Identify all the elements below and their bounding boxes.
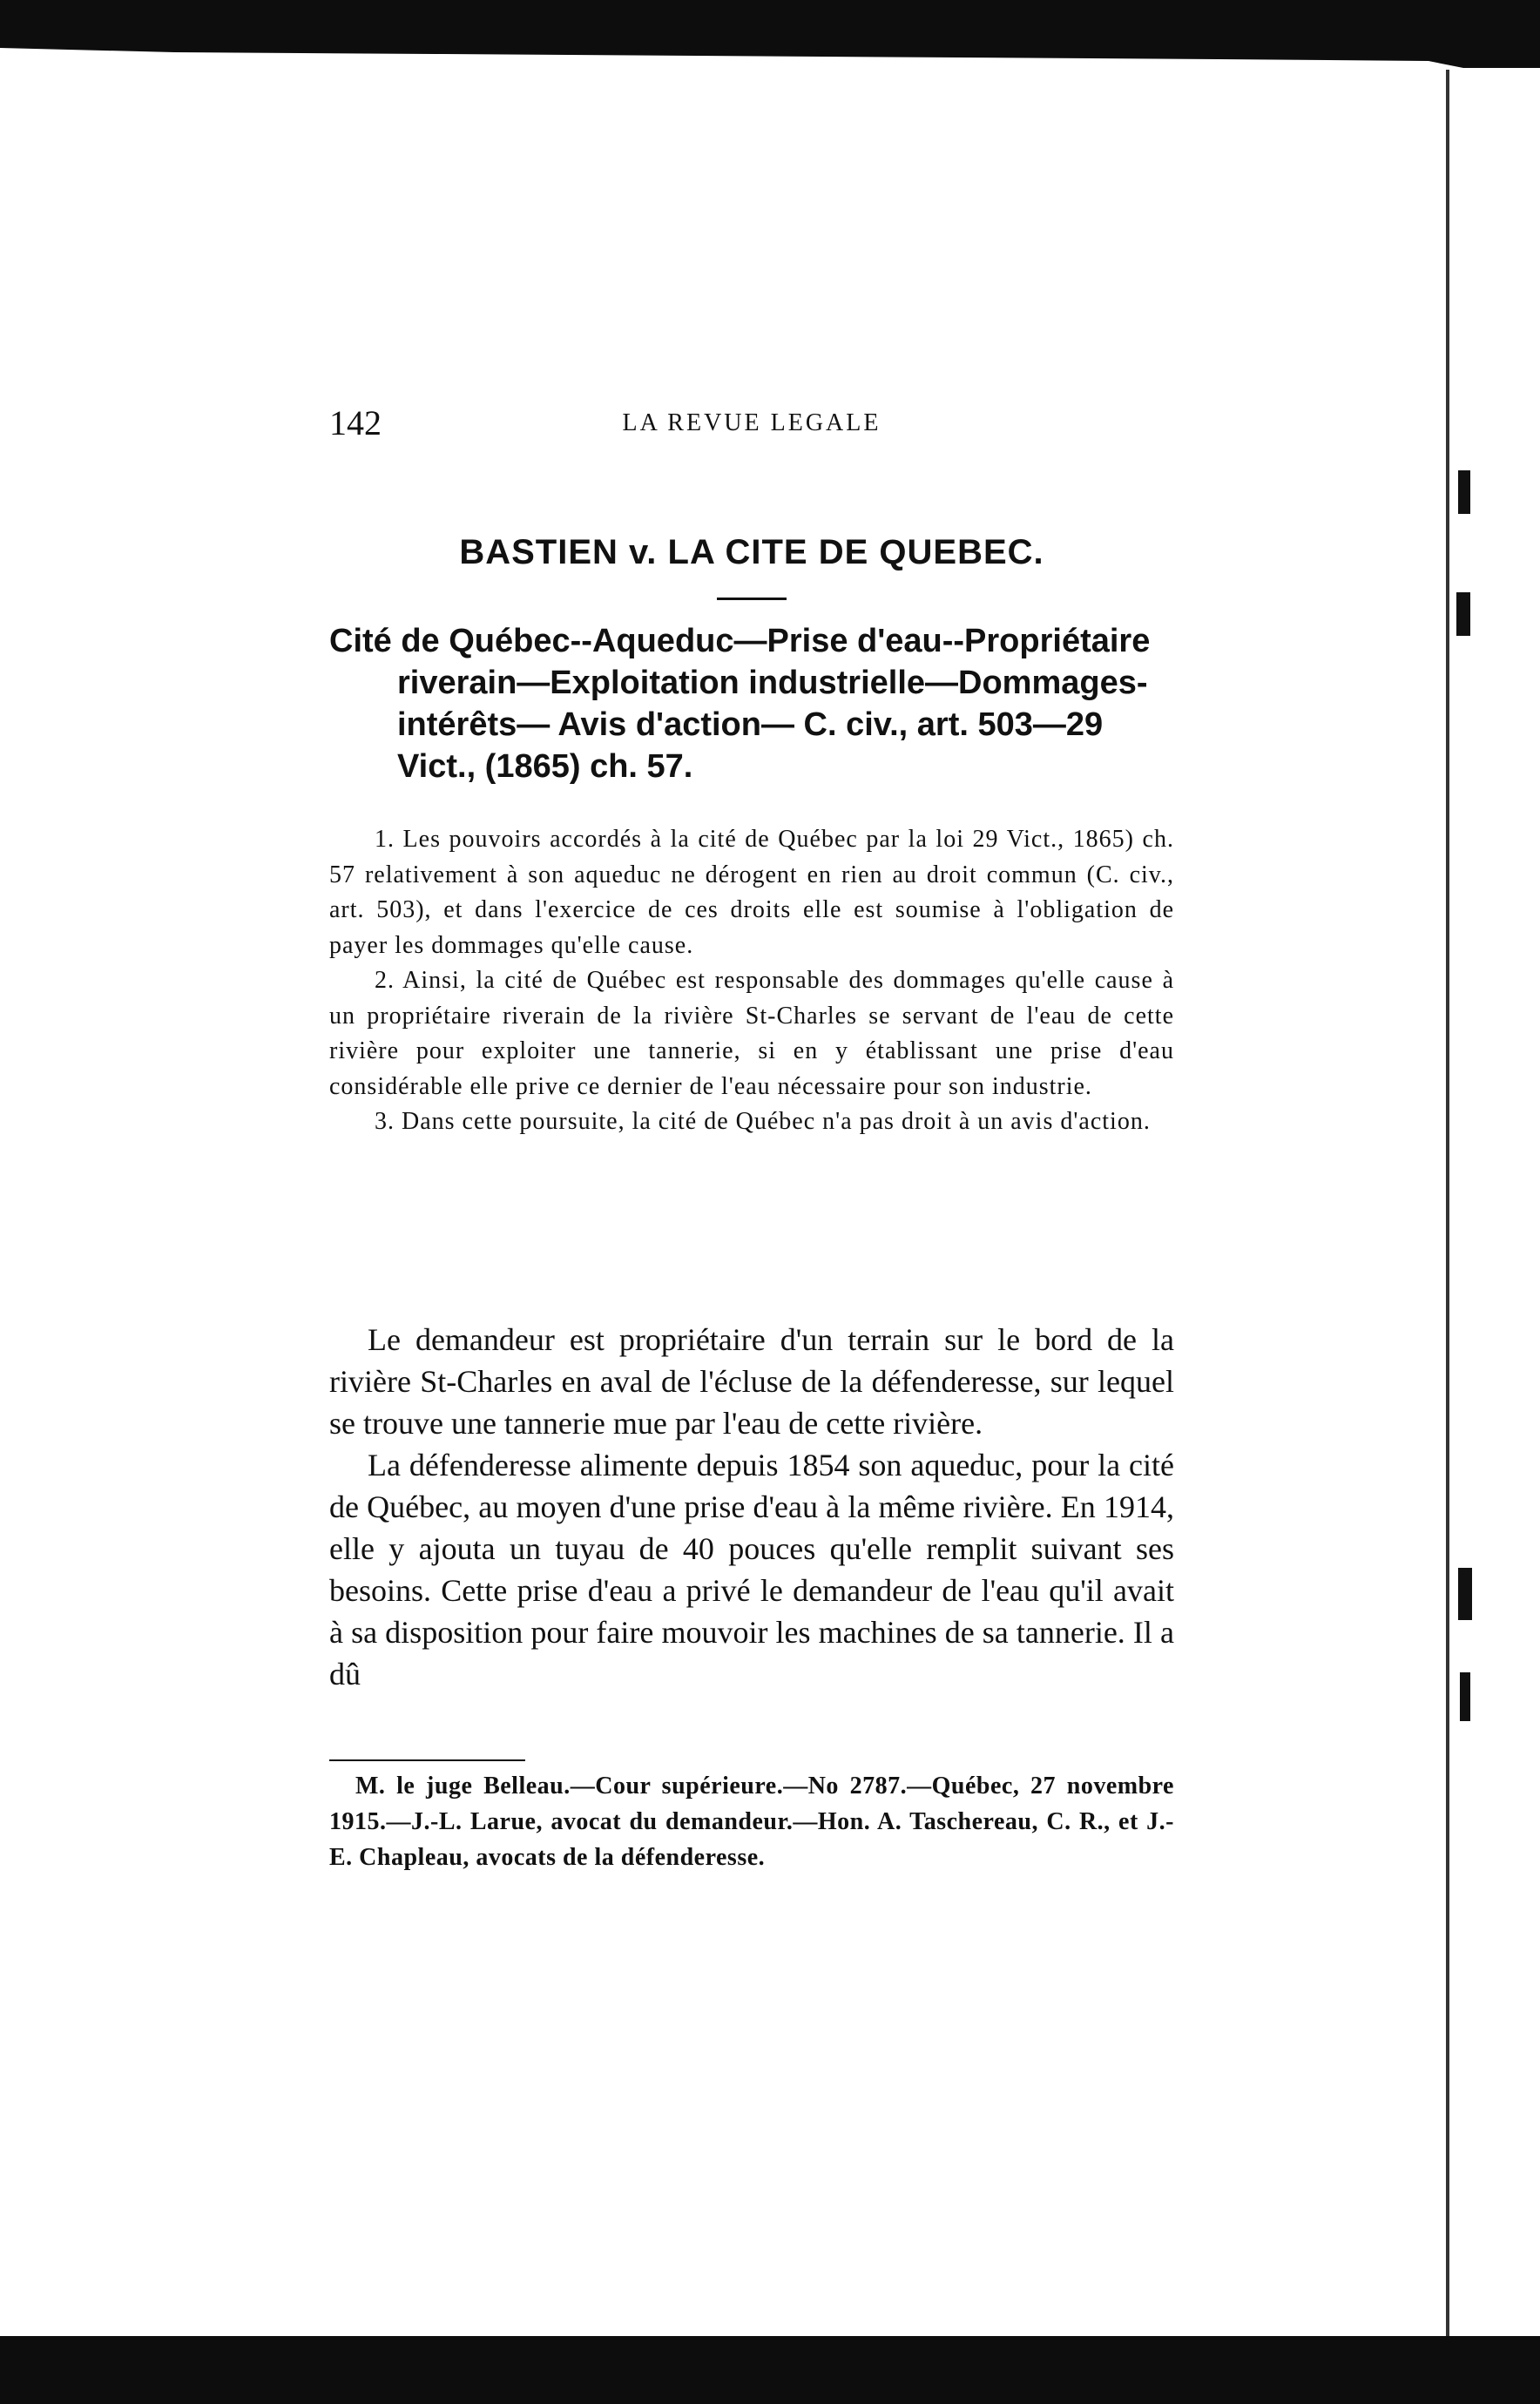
syllabus-item: 2. Ainsi, la cité de Québec est responsable des dommages qu'elle cause à un propriétaire riverain de la rivière St-Charles se servant de l'eau de cette rivière pour exploiter une tannerie, si en y établissant une prise d'eau considérable elle prive ce dernier de l'eau nécessaire pour son industrie. <box>329 967 1174 1100</box>
body-paragraph: Le demandeur est propriétaire d'un terrain sur le bord de la rivière St-Charles en aval de l'écluse de la défenderesse, sur lequel se trouve une tannerie mue par l'eau de cette rivière. <box>329 1322 1174 1441</box>
syllabus <box>329 822 1174 1140</box>
syllabus-item: 3. Dans cette poursuite, la cité de Québec n'a pas droit à un avis d'action. <box>375 1108 1151 1135</box>
footnote-text: M. le juge Belleau.—Cour supérieure.—No 2787.—Québec, 27 novembre 1915.—J.-L. Larue, avocat du demandeur.—Hon. A. Taschereau, C. R., et J.-E. Chapleau, avocats de la défenderesse. <box>329 1773 1174 1871</box>
page-number: 142 <box>329 403 382 442</box>
headnote: Cité de Québec--Aqueduc—Prise d'eau--Propriétaire riverain—Exploitation industrielle—Dommages-intérêts— Avis d'action— C. civ., art. 503—29 Vict., (1865) ch. 57. <box>329 623 1151 785</box>
body-paragraph: La défenderesse alimente depuis 1854 son aqueduc, pour la cité de Québec, au moyen d'une prise d'eau à la même rivière. En 1914, elle y ajouta un tuyau de 40 pouces qu'elle remplit suivant ses besoins. Cette prise d'eau a privé le demandeur de l'eau qu'il avait à sa disposition pour faire mouvoir les machines de sa tannerie. Il a dû <box>329 1448 1174 1692</box>
footnote-rule <box>329 1759 525 1761</box>
running-header <box>329 402 1174 455</box>
body-text <box>329 1319 1174 1695</box>
syllabus-item: 1. Les pouvoirs accordés à la cité de Québec par la loi 29 Vict., 1865) ch. 57 relativement à son aqueduc ne dérogent en rien au droit commun (C. civ., art. 503), et dans l'exercice de ces droits elle est soumise à l'obligation de payer les dommages qu'elle cause. <box>329 826 1174 959</box>
case-title: BASTIEN v. LA CITE DE QUEBEC. <box>459 533 1044 571</box>
title-rule <box>717 598 787 600</box>
footnote <box>329 1768 1174 1875</box>
journal-title: LA REVUE LEGALE <box>622 409 881 436</box>
